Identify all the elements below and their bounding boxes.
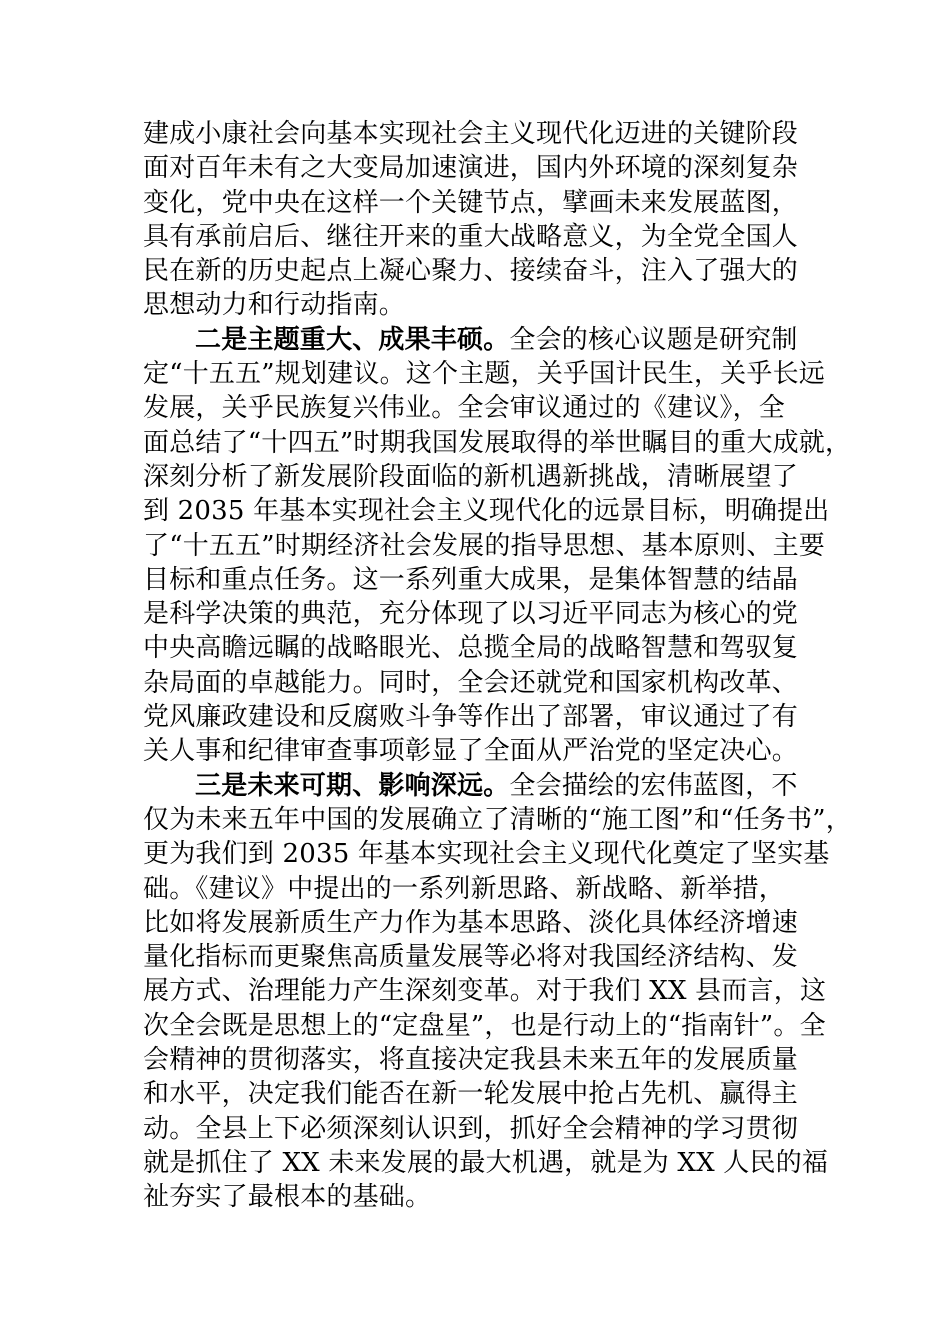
text-line: 发展，关乎民族复兴伟业。全会审议通过的《建议》，全 [143, 393, 786, 424]
text-line: 民在新的历史起点上凝心聚力、接续奋斗，注入了强大的 [143, 256, 799, 287]
text-line: 思想动力和行动指南。 [143, 290, 406, 321]
text-line: 动。全县上下必须深刻认识到，抓好全会精神的学习贯彻 [143, 1113, 799, 1144]
text-line: 就是抓住了 XX 未来发展的最大机遇，就是为 XX 人民的福 [143, 1147, 829, 1178]
paragraph-future-impact [143, 769, 852, 1215]
text-line: 中央高瞻远瞩的战略眼光、总揽全局的战略智慧和驾驭复 [143, 633, 799, 664]
text-line: 杂局面的卓越能力。同时，全会还就党和国家机构改革、 [143, 667, 799, 698]
paragraph-heading: 三是未来可期、影响深远。 [195, 770, 510, 801]
paragraph-continuation [143, 117, 823, 323]
text-line: 础。《建议》中提出的一系列新思路、新战略、新举措， [143, 873, 786, 904]
paragraph-first-line [143, 323, 823, 357]
paragraph-first-line-text: 全会描绘的宏伟蓝图，不 [509, 770, 798, 801]
text-line: 具有承前启后、继往开来的重大战略意义，为全党全国人 [143, 221, 799, 252]
text-line: 量化指标而更聚焦高质量发展等必将对我国经济结构、发 [143, 942, 799, 973]
text-line: 关人事和纪律审查事项彰显了全面从严治党的坚定决心。 [143, 736, 799, 767]
text-line: 目标和重点任务。这一系列重大成果，是集体智慧的结晶 [143, 564, 799, 595]
paragraph-theme-results [143, 323, 852, 769]
document-body [143, 117, 852, 1215]
paragraph-heading: 二是主题重大、成果丰硕。 [195, 324, 510, 355]
text-line: 展方式、治理能力产生深刻变革。对于我们 XX 县而言，这 [143, 976, 827, 1007]
text-line: 次全会既是思想上的“定盘星”，也是行动上的“指南针”。全 [143, 1010, 826, 1041]
text-line: 仅为未来五年中国的发展确立了清晰的“施工图”和“任务书”， [143, 804, 852, 835]
text-line: 和水平，决定我们能否在新一轮发展中抢占先机、赢得主 [143, 1079, 799, 1110]
text-line: 更为我们到 2035 年基本实现社会主义现代化奠定了坚实基 [143, 839, 830, 870]
text-line: 党风廉政建设和反腐败斗争等作出了部署，审议通过了有 [143, 702, 799, 733]
paragraph-first-line [143, 769, 823, 803]
text-line: 面总结了“十四五”时期我国发展取得的举世瞩目的重大成就， [143, 427, 852, 458]
text-line: 祉夯实了最根本的基础。 [143, 1182, 432, 1213]
text-line: 比如将发展新质生产力作为基本思路、淡化具体经济增速 [143, 907, 799, 938]
text-line: 到 2035 年基本实现社会主义现代化的远景目标，明确提出 [143, 496, 830, 527]
text-line: 深刻分析了新发展阶段面临的新机遇新挑战，清晰展望了 [143, 461, 799, 492]
paragraph-first-line-text: 全会的核心议题是研究制 [509, 324, 798, 355]
text-line: 是科学决策的典范，充分体现了以习近平同志为核心的党 [143, 599, 799, 630]
text-line: 了“十五五”时期经济社会发展的指导思想、基本原则、主要 [143, 530, 825, 561]
text-line: 面对百年未有之大变局加速演进，国内外环境的深刻复杂 [143, 153, 799, 184]
text-line: 变化，党中央在这样一个关键节点，擘画未来发展蓝图， [143, 187, 799, 218]
text-line: 建成小康社会向基本实现社会主义现代化迈进的关键阶段 [143, 119, 799, 149]
text-line: 会精神的贯彻落实，将直接决定我县未来五年的发展质量 [143, 1045, 799, 1076]
text-line: 定“十五五”规划建议。这个主题，关乎国计民生，关乎长远 [143, 359, 825, 390]
